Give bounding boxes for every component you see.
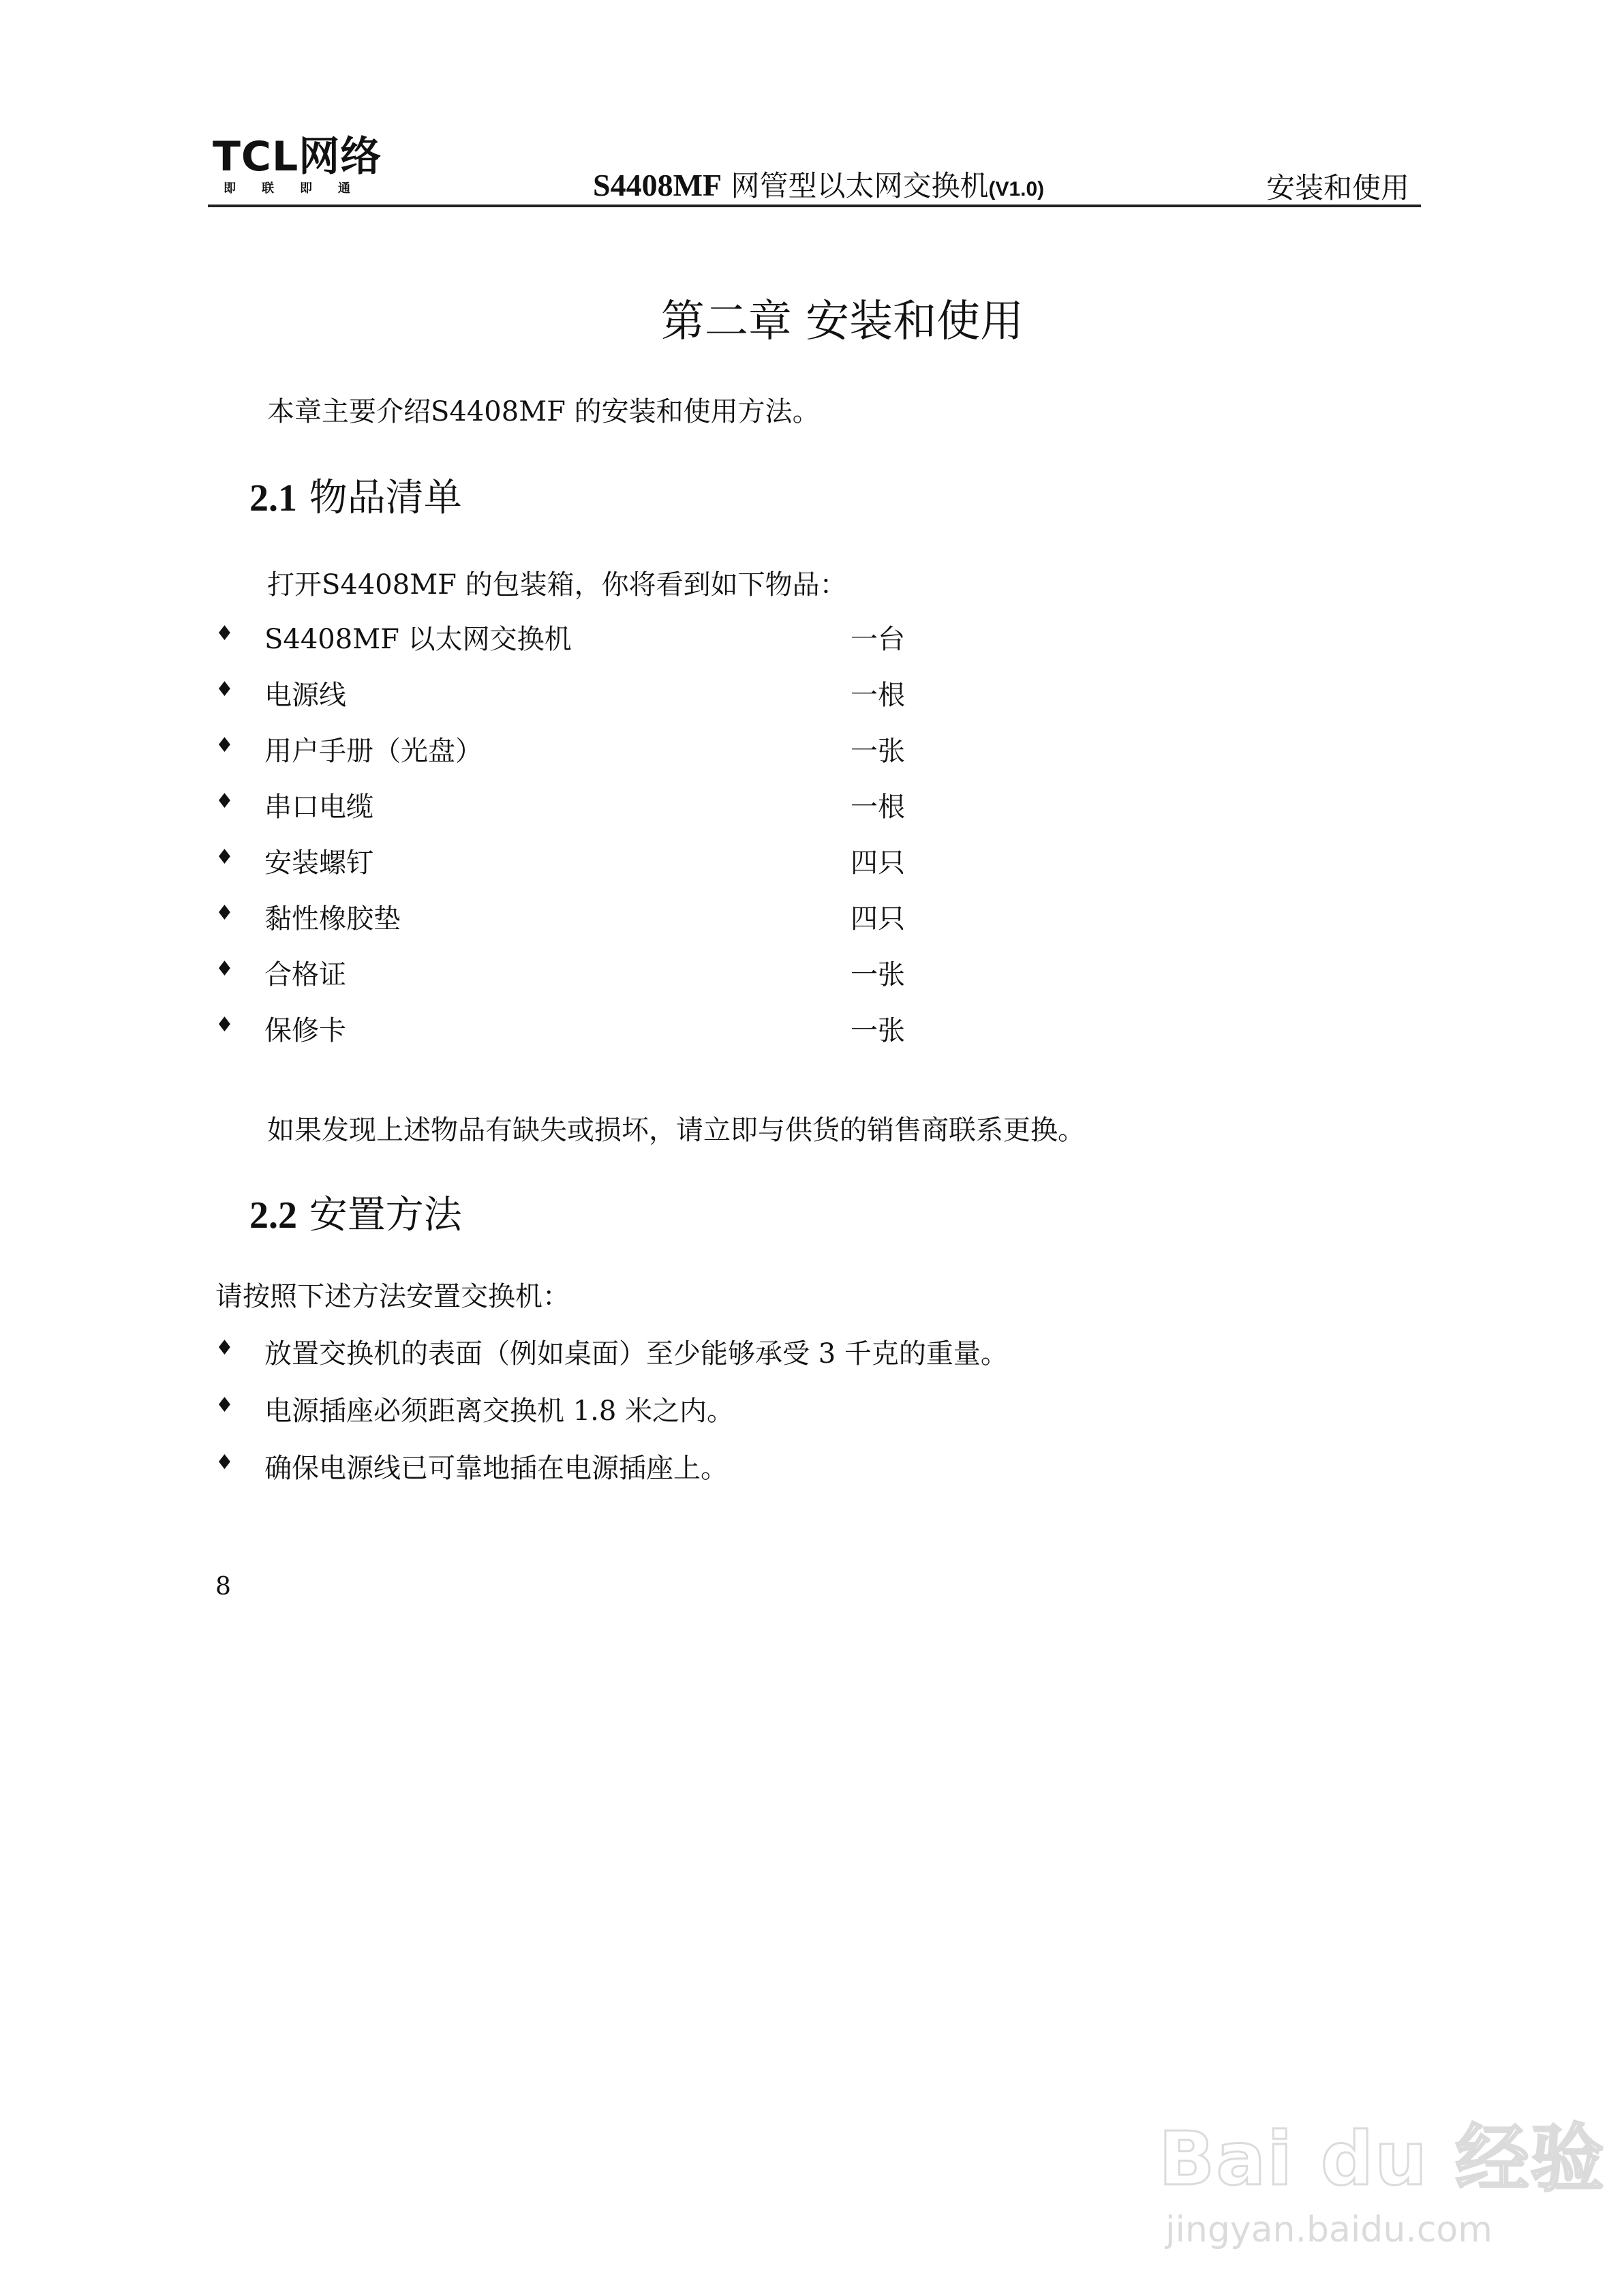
bullet-icon: ♦ <box>215 1336 234 1360</box>
item-name: 合格证 <box>264 959 346 991</box>
tcl-logo <box>213 133 390 205</box>
logo-slogan-char: 即 <box>300 181 312 196</box>
page-number: 8 <box>215 1573 231 1601</box>
item-name: 串口电缆 <box>264 791 373 823</box>
placement-item: 确保电源线已可靠地插在电源插座上。 <box>264 1453 728 1484</box>
bullet-icon: ♦ <box>215 1393 234 1417</box>
header-model: S4408MF <box>593 168 722 202</box>
section-intro: 打开S4408MF 的包装箱，你将看到如下物品： <box>267 569 847 601</box>
item-name: 保修卡 <box>264 1015 346 1046</box>
header-version: (V1.0) <box>988 178 1045 200</box>
item-qty: 一张 <box>851 1015 905 1046</box>
header-title-text: 网管型以太网交换机 <box>722 169 989 202</box>
bullet-icon: ♦ <box>215 957 234 981</box>
item-name: 安装螺钉 <box>264 847 373 879</box>
item-qty: 一张 <box>851 736 905 767</box>
logo-slogan-char: 即 <box>224 181 236 196</box>
section-number: 2.2 <box>249 1194 297 1237</box>
bullet-icon: ♦ <box>215 845 234 869</box>
section-title <box>249 468 462 522</box>
watermark-brand: Bai du 经验 <box>1159 2117 1606 2202</box>
item-qty: 一台 <box>851 624 905 655</box>
bullet-icon: ♦ <box>215 1013 234 1037</box>
section-note: 如果发现上述物品有缺失或损坏，请立即与供货的销售商联系更换。 <box>267 1115 1085 1146</box>
section-number: 2.1 <box>249 477 297 519</box>
header-divider <box>208 205 1421 207</box>
bullet-icon: ♦ <box>215 901 234 925</box>
logo-slogan <box>213 179 390 196</box>
header-title <box>593 164 1044 205</box>
section-intro: 请按照下述方法安置交换机： <box>215 1281 570 1312</box>
chapter-title: 第二章 安装和使用 <box>660 297 1024 347</box>
item-name: 用户手册（光盘） <box>264 736 483 767</box>
section-title-text: 物品清单 <box>297 476 462 520</box>
bullet-icon: ♦ <box>215 678 234 701</box>
item-qty: 一根 <box>851 680 905 711</box>
section-title <box>249 1185 462 1239</box>
bullet-icon: ♦ <box>215 1451 234 1475</box>
item-qty: 一根 <box>851 791 905 823</box>
logo-slogan-char: 通 <box>338 181 350 196</box>
logo-slogan-char: 联 <box>262 181 274 196</box>
chapter-intro: 本章主要介绍S4408MF 的安装和使用方法。 <box>267 396 820 427</box>
placement-item: 放置交换机的表面（例如桌面）至少能够承受 3 千克的重量。 <box>264 1338 1008 1370</box>
item-qty: 四只 <box>851 847 905 879</box>
item-name: 电源线 <box>264 680 346 711</box>
header-section: 安装和使用 <box>1266 171 1410 205</box>
bullet-icon: ♦ <box>215 622 234 646</box>
item-name: 黏性橡胶垫 <box>264 903 401 935</box>
item-qty: 四只 <box>851 903 905 935</box>
item-qty: 一张 <box>851 959 905 991</box>
item-name: S4408MF 以太网交换机 <box>264 624 572 655</box>
bullet-icon: ♦ <box>215 734 234 757</box>
section-title-text: 安置方法 <box>297 1193 462 1237</box>
watermark-url: jingyan.baidu.com <box>1165 2209 1493 2250</box>
logo-text: TCL网络 <box>213 133 382 181</box>
placement-item: 电源插座必须距离交换机 1.8 米之内。 <box>264 1395 735 1427</box>
baidu-watermark <box>1159 2100 1606 2263</box>
bullet-icon: ♦ <box>215 789 234 813</box>
